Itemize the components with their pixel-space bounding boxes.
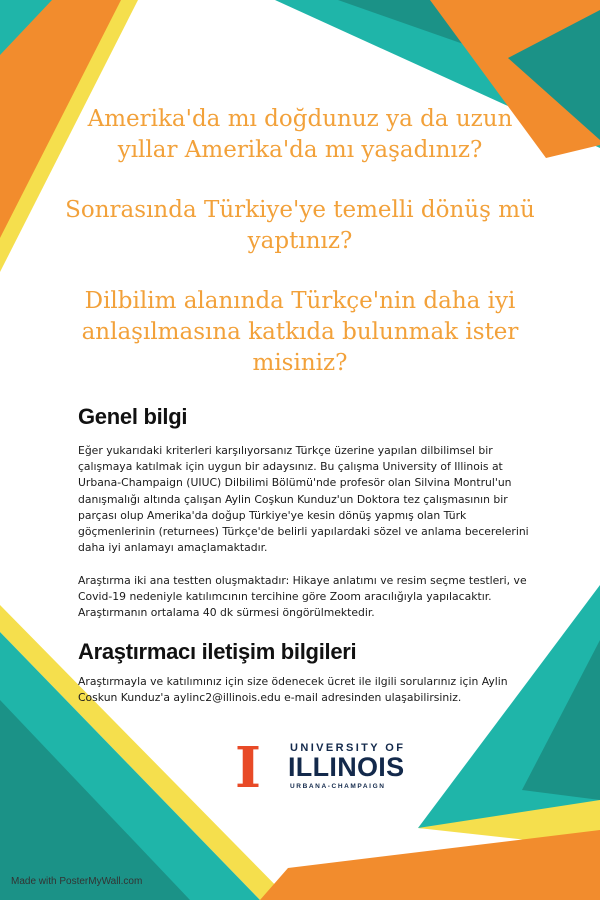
logo-line-urbana-champaign: URBANA-CHAMPAIGN bbox=[290, 783, 386, 790]
contact-info-paragraph: Araştırmayla ve katılımınız için size ödenecek ücret ile ilgili sorularınız için Aylin Coskun Kunduz'a aylinc2@illinois.edu e-mail adresinden ulaşabilirsiniz. bbox=[78, 675, 508, 705]
question-2: Sonrasında Türkiye'ye temelli dönüş mü yaptınız? bbox=[65, 197, 535, 254]
question-3: Dilbilim alanında Türkçe'nin daha iyi anlaşılmasına katkıda bulunmak ister misiniz? bbox=[81, 288, 519, 376]
logo-line-illinois: ILLINOIS bbox=[288, 752, 405, 782]
university-of-illinois-logo bbox=[232, 737, 432, 795]
footer-credit: Made with PosterMyWall.com bbox=[11, 876, 143, 887]
general-info-heading: Genel bilgi bbox=[78, 404, 188, 429]
general-info-paragraph-2: Araştırma iki ana testten oluşmaktadır: Hikaye anlatımı ve resim seçme testleri, ve Covid-19 nedeniyle katılımcının tercihine göre Zoom aracılığıyla yapılacaktır. Araştırmanın ortalama 40 dk sürmesi öngörülmektedir. bbox=[78, 574, 527, 620]
logo-line-university-of: UNIVERSITY OF bbox=[290, 742, 406, 754]
general-info-paragraph-1: Eğer yukarıdaki kriterleri karşılıyorsanız Türkçe üzerine yapılan dilbilimsel bir çalışmaya katılmak için uygun bir adaysınız. Bu çalışma University of Illinois at Urbana-Champaign (UIUC) Dilbilimi Bölümü'nde profesör olan Silvina Montrul'un danışmalığı altında çalışan Aylin Coşkun Kunduz'un Doktora tez çalışmasının bir parçası olup Amerika'da doğup Türkiye'ye kesin dönüş yapmış olan Türk göçmenlerinin (returnees) Türkçe'de belirli yapılardaki sözel ve anlama becerelerini daha iyi anlamayı amaçlamaktadır. bbox=[78, 444, 529, 555]
block-i-logo-mark: I bbox=[234, 737, 262, 795]
contact-info-heading: Araştırmacı iletişim bilgileri bbox=[78, 639, 357, 664]
question-1: Amerika'da mı doğdunuz ya da uzun yıllar Amerika'da mı yaşadınız? bbox=[87, 106, 513, 163]
intro-questions bbox=[60, 104, 540, 408]
